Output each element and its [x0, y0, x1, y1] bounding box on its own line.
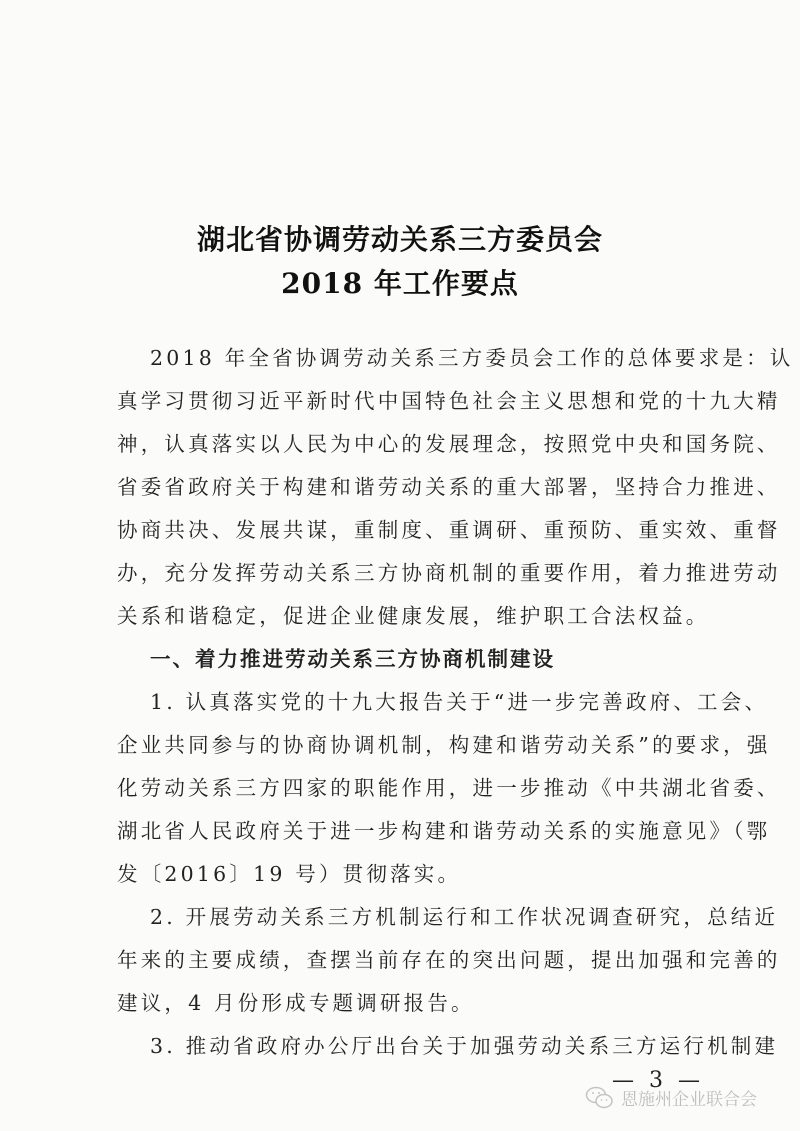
intro-line: 省委省政府关于构建和谐劳动关系的重大部署，坚持合力推进、	[117, 475, 781, 499]
document-title: 湖北省协调劳动关系三方委员会	[196, 223, 603, 256]
intro-line: 关系和谐稳定，促进企业健康发展，维护职工合法权益。	[117, 604, 710, 628]
page-number: — 3 —	[612, 1068, 704, 1093]
intro-line: 办，充分发挥劳动关系三方协商机制的重要作用，着力推进劳动	[117, 561, 781, 585]
watermark-text: 恩施州企业联合会	[621, 1090, 757, 1110]
wechat-icon	[585, 1086, 615, 1110]
item2-line: 2. 开展劳动关系三方机制运行和工作状况调查研究，总结近	[150, 905, 779, 929]
item1-line: 发〔2016〕19 号）贯彻落实。	[117, 862, 462, 886]
intro-line: 2018 年全省协调劳动关系三方委员会工作的总体要求是：认	[150, 346, 794, 370]
item2-line: 建议，4 月份形成专题调研报告。	[117, 991, 475, 1015]
intro-line: 协商共决、发展共谋，重制度、重调研、重预防、重实效、重督	[117, 518, 781, 542]
section-heading: 一、着力推进劳动关系三方协商机制建设	[150, 647, 555, 671]
item1-line: 1. 认真落实党的十九大报告关于“进一步完善政府、工会、	[150, 690, 769, 714]
item1-line: 化劳动关系三方四家的职能作用，进一步推动《中共湖北省委、	[117, 776, 781, 800]
item2-line: 年来的主要成绩，查摆当前存在的突出问题，提出加强和完善的	[117, 948, 781, 972]
intro-line: 真学习贯彻习近平新时代中国特色社会主义思想和党的十九大精	[117, 389, 781, 413]
item1-line: 湖北省人民政府关于进一步构建和谐劳动关系的实施意见》（鄂	[117, 819, 771, 843]
item3-line: 3. 推动省政府办公厅出台关于加强劳动关系三方运行机制建	[150, 1034, 779, 1058]
document-subtitle: 2018 年工作要点	[281, 267, 519, 300]
intro-line: 神，认真落实以人民为中心的发展理念，按照党中央和国务院、	[117, 432, 781, 456]
item1-line: 企业共同参与的协商协调机制，构建和谐劳动关系”的要求，强	[117, 733, 771, 757]
watermark	[585, 1085, 757, 1110]
